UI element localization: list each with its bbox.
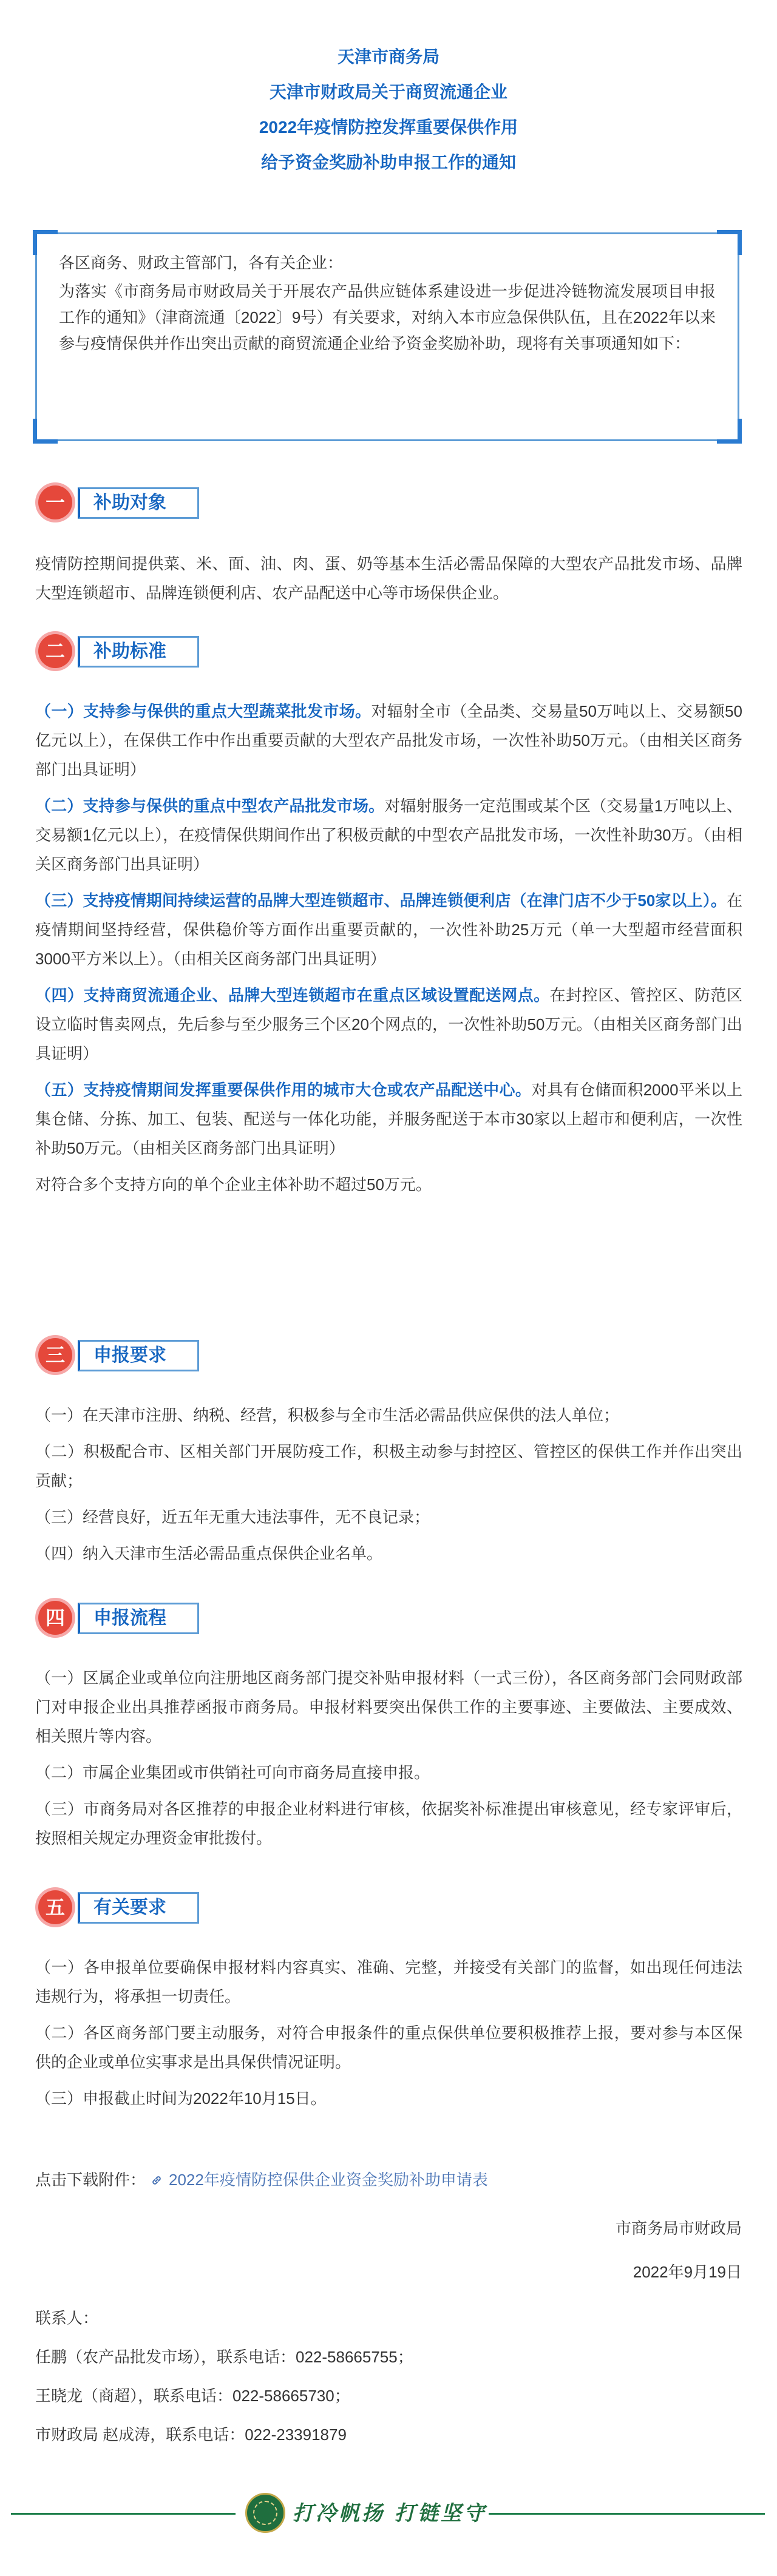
contacts-block [35,2303,742,2458]
intro-salutation: 各区商务、财政主管部门，各有关企业： [59,254,344,272]
attachment-prefix: 点击下载附件： [35,2171,146,2189]
contact-line: 任鹏（农产品批发市场），联系电话：022-58665755； [35,2348,413,2366]
signature-org: 市商务局市财政局 [615,2219,742,2237]
notice-title [0,39,777,180]
list-item: （一）在天津市注册、纳税、经营，积极参与全市生活必需品供应保供的法人单位； [35,1406,620,1424]
list-item [35,791,742,879]
item-text: 对具有仓储面积2000平米以上集仓储、分拣、加工、包装、配送与一体化功能，并服务配送于本市30家以上超市和便利店，一次性补助50万元。（由相关区商务部门出具证明） [35,1081,742,1157]
item-text: 对辐射全市（全品类、交易量50万吨以上、交易额50亿元以上），在保供工作中作出重要贡献的大型农产品批发市场，一次性补助50万元。（由相关区商务部门出具证明） [35,702,742,779]
section-4-body [35,1663,742,1860]
section-heading-3 [35,1335,229,1375]
box-corner-decoration [717,230,742,255]
section-title: 补助标准 [78,636,199,668]
footer-divider [11,2513,236,2515]
section-title: 补助对象 [78,487,199,519]
list-item: （一）各申报单位要确保申报材料内容真实、准确、完整，并接受有关部门的监督，如出现任何违法违规行为，将承担一切责任。 [35,1958,742,2006]
list-item: （二）积极配合市、区相关部门开展防疫工作，积极主动参与封控区、管控区的保供工作并作出突出贡献； [35,1442,742,1490]
contacts-title: 联系人： [35,2309,99,2327]
section-5-body [35,1953,742,2120]
section-number-badge: 一 [35,482,75,522]
title-line: 2022年疫情防控发挥重要保供作用 [259,118,518,137]
item-text: 对辐射服务一定范围或某个区（交易量1万吨以上、交易额1亿元以上），在疫情保供期间作出了积极贡献的中型农产品批发市场，一次性补助30万。（由相关区商务部门出具证明） [35,797,742,873]
footer-divider [489,2513,765,2515]
title-line: 天津市财政局关于商贸流通企业 [269,83,507,101]
item-heading: （二）支持参与保供的重点中型农产品批发市场。 [35,797,385,815]
section-title: 有关要求 [78,1892,199,1924]
item-heading: （四）支持商贸流通企业、品牌大型连锁超市在重点区域设置配送网点。 [35,986,550,1004]
section-title: 申报流程 [78,1603,199,1634]
signature-block [616,2214,742,2287]
list-item: （三）经营良好，近五年无重大违法事件，无不良记录； [35,1508,430,1526]
item-text: 在疫情期间坚持经营，保供稳价等方面作出重要贡献的，一次性补助25万元（单一大型超市经营面积3000平方米以上）。（由相关区商务部门出具证明） [35,891,742,968]
link-icon [151,2174,163,2186]
list-item [35,886,742,973]
box-corner-decoration [33,419,58,444]
section-heading-4 [35,1598,229,1638]
section-heading-2 [35,631,229,671]
attachment-row [35,2165,488,2194]
intro-body: 为落实《市商务局市财政局关于开展农产品供应链体系建设进一步促进冷链物流发展项目申报工作的通知》（津商流通〔2022〕9号）有关要求，对纳入本市应急保供队伍，且在2022年以来参与疫情保供并作出突出贡献的商贸流通企业给予资金奖励补助，现将有关事项通知如下： [59,282,716,353]
list-item: （二）各区商务部门要主动服务，对符合申报条件的重点保供单位要积极推荐上报，要对参与本区保供的企业或单位实事求是出具保供情况证明。 [35,2024,742,2071]
list-item [35,981,742,1068]
section-number-badge: 三 [35,1335,75,1375]
section-title: 申报要求 [78,1340,199,1371]
title-line: 天津市商务局 [337,47,439,66]
contact-line: 市财政局 赵成涛，联系电话：022-23391879 [35,2426,347,2444]
paragraph: 疫情防控期间提供菜、米、面、油、肉、蛋、奶等基本生活必需品保障的大型农产品批发市场、品牌大型连锁超市、品牌连锁便利店、农产品配送中心等市场保供企业。 [35,555,742,602]
list-item: （二）市属企业集团或市供销社可向市商务局直接申报。 [35,1763,430,1782]
footer-slogan: 打冷帆扬 打链坚守 [293,2501,487,2526]
item-heading: （三）支持疫情期间持续运营的品牌大型连锁超市、品牌连锁便利店（在津门店不少于50家以上）。 [35,891,727,910]
section-number-badge: 四 [35,1598,75,1638]
list-item: （三）市商务局对各区推荐的申报企业材料进行审核，依据奖补标准提出审核意见，经专家评审后，按照相关规定办理资金审批拨付。 [35,1800,742,1847]
list-item [35,1075,742,1163]
section-1-body [35,549,742,607]
item-heading: （一）支持参与保供的重点大型蔬菜批发市场。 [35,702,372,720]
intro-box [35,232,739,441]
item-heading: （五）支持疫情期间发挥重要保供作用的城市大仓或农产品配送中心。 [35,1081,532,1099]
section-3-body [35,1401,742,1575]
section-heading-1 [35,482,229,522]
box-corner-decoration [33,230,58,255]
paragraph: 对符合多个支持方向的单个企业主体补助不超过50万元。 [35,1175,432,1194]
list-item [35,697,742,784]
signature-date: 2022年9月19日 [633,2263,742,2281]
emblem-icon [245,2493,285,2533]
contact-line: 王晓龙（商超），联系电话：022-58665730； [35,2387,350,2405]
attachment-download-link[interactable]: 2022年疫情防控保供企业资金奖励补助申请表 [169,2171,488,2189]
title-line: 给予资金奖励补助申报工作的通知 [260,153,516,172]
section-number-badge: 五 [35,1887,75,1927]
box-corner-decoration [717,419,742,444]
section-number-badge: 二 [35,631,75,671]
item-text: 在封控区、管控区、防范区设立临时售卖网点，先后参与至少服务三个区20个网点的，一次性补助50万元。（由相关区商务部门出具证明） [35,986,742,1063]
list-item: （三）申报截止时间为2022年10月15日。 [35,2089,327,2108]
section-2-body [35,697,742,1206]
list-item: （一）区属企业或单位向注册地区商务部门提交补贴申报材料（一式三份），各区商务部门会同财政部门对申报企业出具推荐函报市商务局。申报材料要突出保供工作的主要事迹、主要做法、主要成效、相关照片等内容。 [35,1669,742,1745]
section-heading-5 [35,1887,229,1927]
list-item: （四）纳入天津市生活必需品重点保供企业名单。 [35,1544,383,1563]
